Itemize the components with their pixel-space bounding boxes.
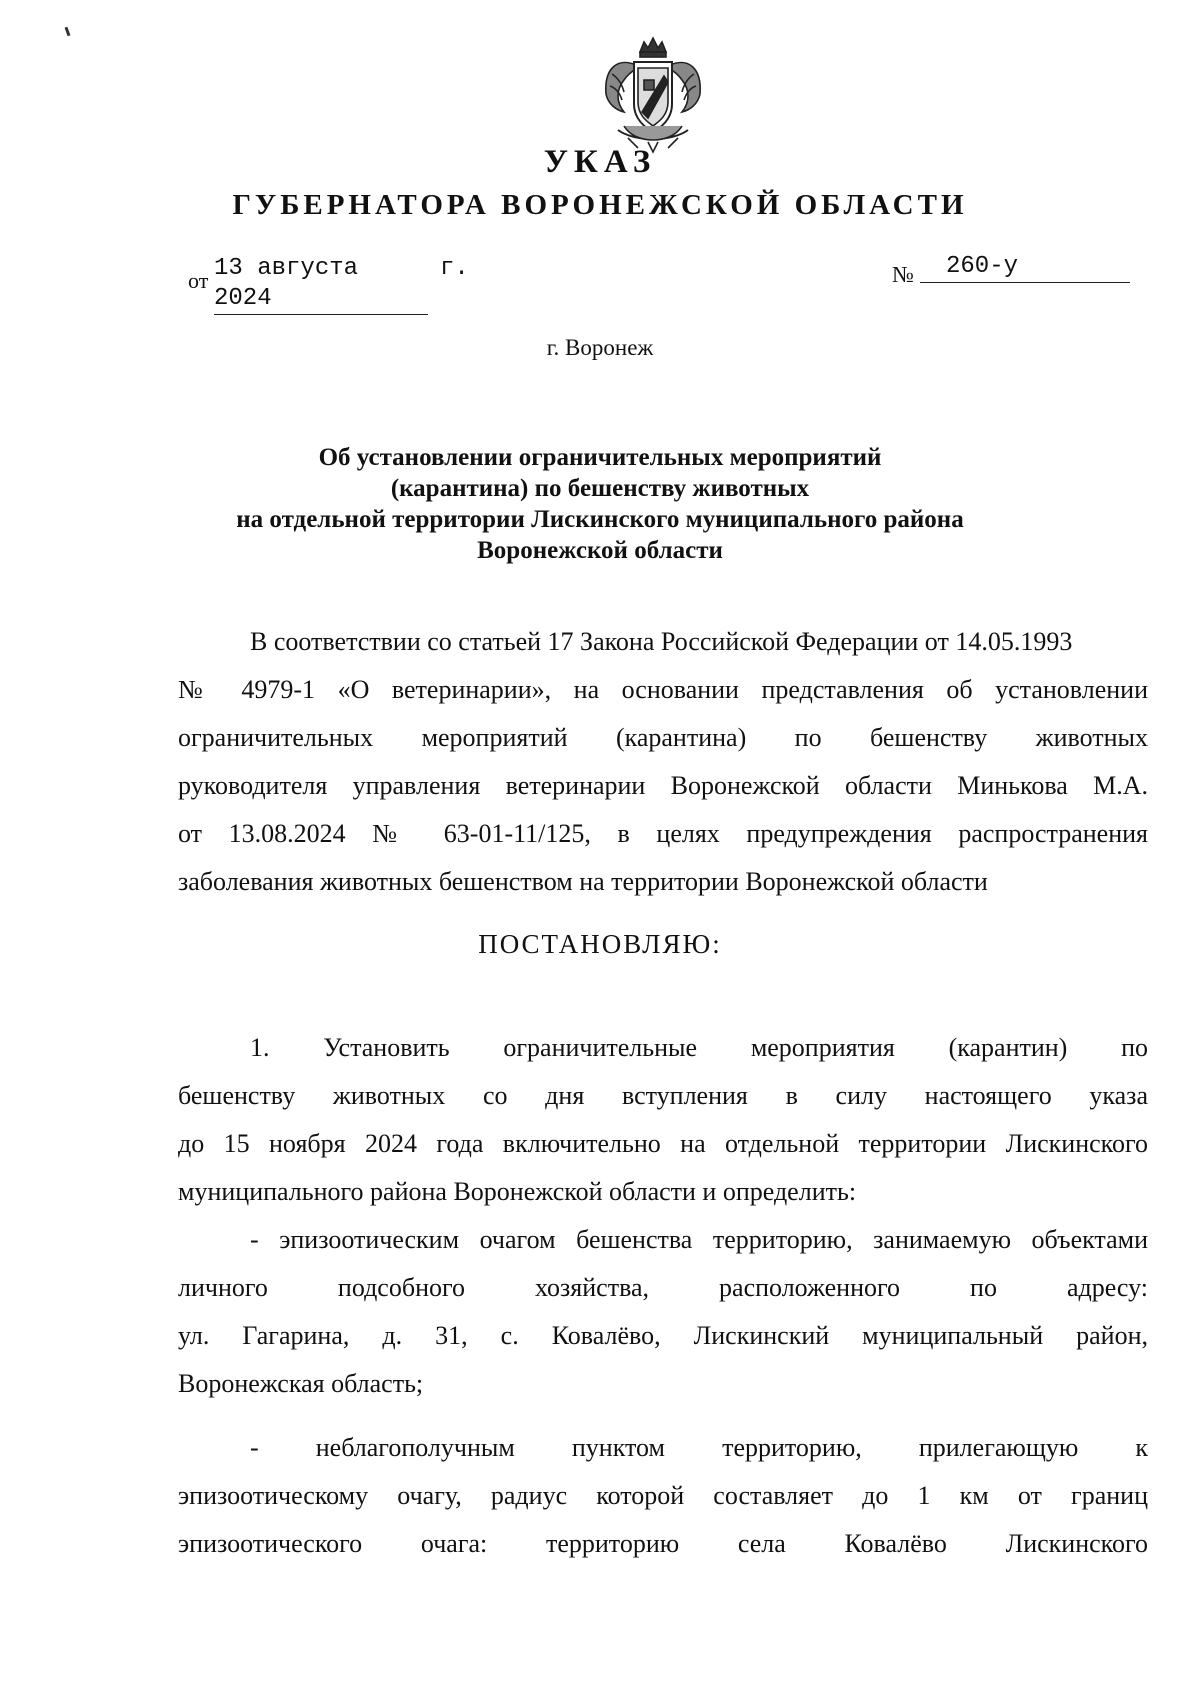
- date-suffix: г.: [440, 255, 469, 282]
- subject-line: Об установлении ограничительных мероприятий: [318, 444, 882, 471]
- scan-mark: [65, 27, 71, 36]
- clause-line: до 15 ноября 2024 года включительно на отдельной территории Лискинского: [178, 1129, 1148, 1158]
- clause-line: 1. Установить ограничительные мероприятия (карантин) по: [250, 1033, 1148, 1062]
- decree-number: 260-у: [946, 253, 1019, 280]
- subject-line: на отдельной территории Лискинского муниципального района: [236, 506, 964, 533]
- decree-subject: [200, 442, 1000, 566]
- item-line: ул. Гагарина, д. 31, с. Ковалёво, Лискинский муниципальный район,: [178, 1321, 1148, 1350]
- clause-line: муниципального района Воронежской области и определить:: [178, 1177, 857, 1206]
- item-line: - эпизоотическим очагом бешенства территорию, занимаемую объектами: [250, 1225, 1148, 1254]
- item-line: личного подсобного хозяйства, расположенного по адресу:: [178, 1273, 1148, 1302]
- preamble-line: № 4979-1 «О ветеринарии», на основании представления об установлении: [178, 675, 1148, 704]
- preamble-line: В соответствии со статьей 17 Закона Российской Федерации от 14.05.1993: [250, 627, 1073, 656]
- clause-item-affected-area: [178, 1424, 1148, 1568]
- coat-of-arms-icon: [598, 34, 708, 156]
- city: г. Воронеж: [546, 335, 654, 360]
- issuer-title: ГУБЕРНАТОРА ВОРОНЕЖСКОЙ ОБЛАСТИ: [232, 189, 968, 221]
- subject-line: Воронежской области: [477, 537, 723, 564]
- number-underline: [920, 282, 1130, 283]
- date-prefix: от: [188, 268, 209, 293]
- item-line: эпизоотическому очагу, радиус которой составляет до 1 км от границ: [178, 1481, 1148, 1510]
- item-line: эпизоотического очага: территорию села Ковалёво Лискинского: [178, 1529, 1148, 1558]
- item-line: - неблагополучным пунктом территорию, прилегающую к: [250, 1433, 1148, 1462]
- preamble-line: ограничительных мероприятий (карантина) по бешенству животных: [178, 723, 1148, 752]
- decree-date: 13 августа 2024: [214, 254, 428, 315]
- decree-title: УКАЗ: [543, 144, 657, 180]
- clause-line: бешенству животных со дня вступления в силу настоящего указа: [178, 1081, 1148, 1110]
- item-line: Воронежская область;: [178, 1369, 424, 1398]
- clause-1: [178, 1024, 1148, 1216]
- resolve-word: ПОСТАНОВЛЯЮ:: [478, 929, 722, 959]
- number-prefix: №: [892, 262, 914, 287]
- clause-item-focus: [178, 1216, 1148, 1408]
- preamble: [178, 618, 1148, 906]
- preamble-line: от 13.08.2024 № 63-01-11/125, в целях предупреждения распространения: [178, 819, 1148, 848]
- preamble-line: руководителя управления ветеринарии Воронежской области Минькова М.А.: [178, 771, 1148, 800]
- subject-line: (карантина) по бешенству животных: [390, 475, 810, 502]
- preamble-line: заболевания животных бешенством на территории Воронежской области: [178, 867, 988, 896]
